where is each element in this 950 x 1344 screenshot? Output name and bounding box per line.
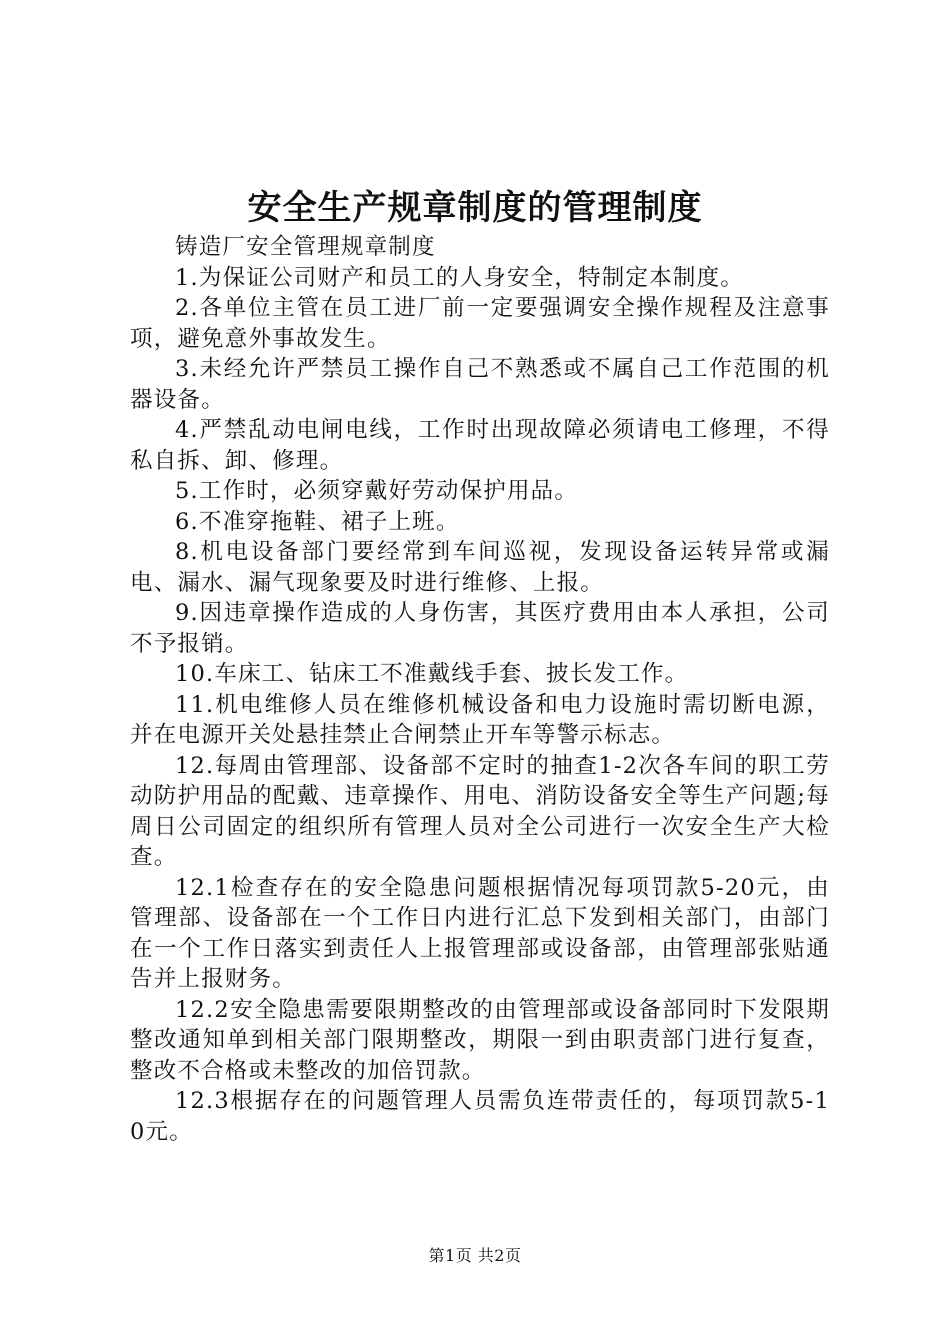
paragraph-item-10: 10.车床工、钻床工不准戴线手套、披长发工作。 xyxy=(175,661,689,687)
paragraph-item-11: 11.机电维修人员在维修机械设备和电力设施时需切断电源，并在电源开关处悬挂禁止合闸禁止开车等警示标志。 xyxy=(130,691,830,748)
paragraph-item-12-3: 12.3根据存在的问题管理人员需负连带责任的，每项罚款5-10元。 xyxy=(130,1088,830,1145)
document-title: 安全生产规章制度的管理制度 xyxy=(247,188,703,228)
paragraph-item-12-1: 12.1检查存在的安全隐患问题根据情况每项罚款5-20元，由管理部、设备部在一个工作日内进行汇总下发到相关部门，由部门在一个工作日落实到责任人上报管理部或设备部，由管理部张贴通告并上报财务。 xyxy=(130,874,830,992)
paragraph-item-5: 5.工作时，必须穿戴好劳动保护用品。 xyxy=(175,478,579,504)
paragraph-item-2: 2.各单位主管在员工进厂前一定要强调安全操作规程及注意事项，避免意外事故发生。 xyxy=(130,295,830,352)
paragraph-heading: 铸造厂安全管理规章制度 xyxy=(175,234,436,260)
paragraph-item-12: 12.每周由管理部、设备部不定时的抽查1-2次各车间的职工劳动防护用品的配戴、违章操作、用电、消防设备安全等生产问题;每周日公司固定的组织所有管理人员对全公司进行一次安全生产大检查。 xyxy=(130,752,830,870)
paragraph-item-4: 4.严禁乱动电闸电线，工作时出现故障必须请电工修理，不得私自拆、卸、修理。 xyxy=(130,417,830,474)
paragraph-item-3: 3.未经允许严禁员工操作自己不熟悉或不属自己工作范围的机器设备。 xyxy=(130,356,830,413)
page-number-footer: 第1页 共2页 xyxy=(428,1246,522,1265)
paragraph-item-9: 9.因违章操作造成的人身伤害，其医疗费用由本人承担，公司不予报销。 xyxy=(130,600,830,657)
paragraph-item-6: 6.不准穿拖鞋、裙子上班。 xyxy=(175,508,460,535)
paragraph-item-12-2: 12.2安全隐患需要限期整改的由管理部或设备部同时下发限期整改通知单到相关部门限期整改，期限一到由职责部门进行复查，整改不合格或未整改的加倍罚款。 xyxy=(130,996,830,1084)
paragraph-item-1: 1.为保证公司财产和员工的人身安全，特制定本制度。 xyxy=(175,264,744,291)
document-body xyxy=(130,232,830,1147)
paragraph-item-8: 8.机电设备部门要经常到车间巡视，发现设备运转异常或漏电、漏水、漏气现象要及时进行维修、上报。 xyxy=(130,539,830,596)
